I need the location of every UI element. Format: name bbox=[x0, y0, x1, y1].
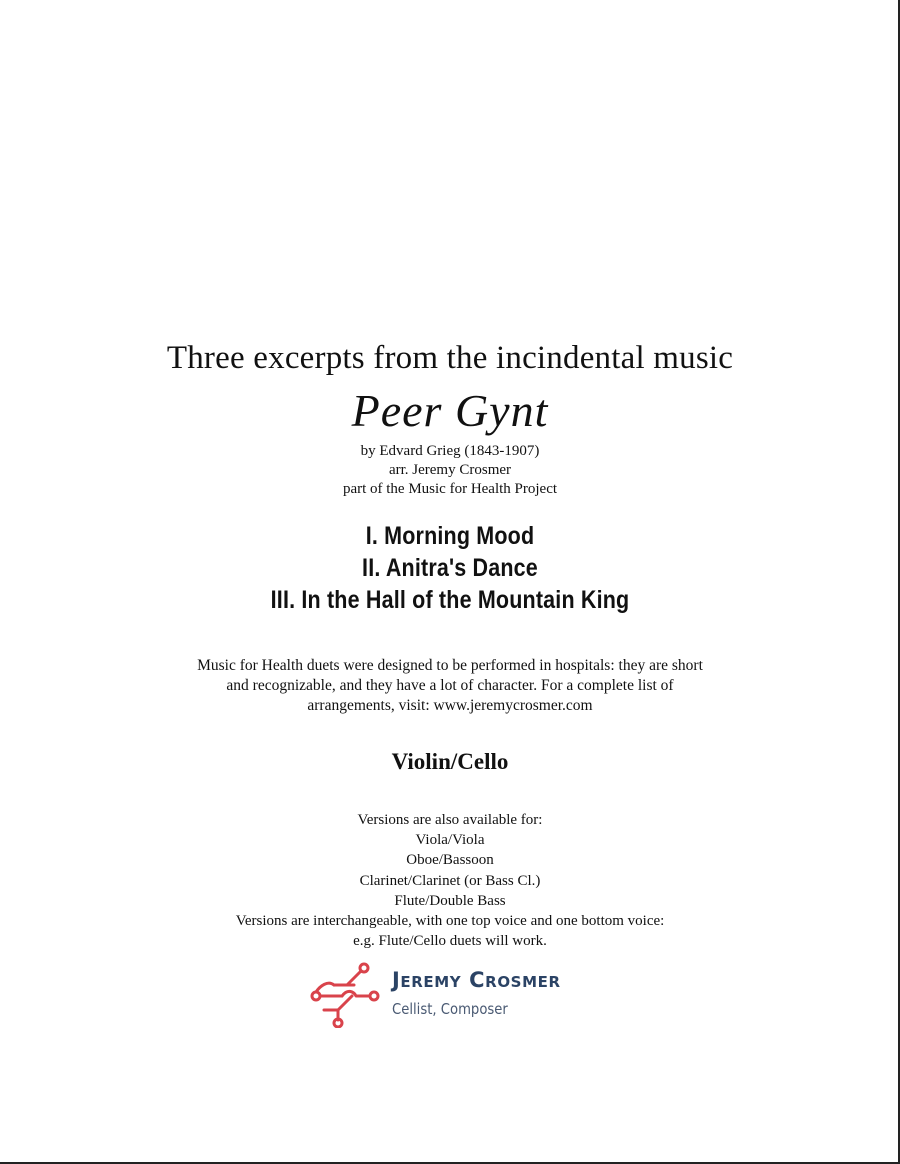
description-line: arrangements, visit: www.jeremycrosmer.com bbox=[307, 697, 593, 714]
versions-intro: Versions are also available for: bbox=[357, 812, 543, 828]
version-item: Viola/Viola bbox=[415, 832, 485, 849]
movement-list bbox=[63, 520, 837, 616]
description-line: and recognizable, and they have a lot of character. For a complete list of bbox=[226, 677, 674, 694]
subtitle: Three excerpts from the incindental music bbox=[166, 340, 734, 376]
project-credit: part of the Music for Health Project bbox=[342, 481, 558, 497]
movement-item: I. Morning Mood bbox=[365, 522, 535, 550]
version-item: Clarinet/Clarinet (or Bass Cl.) bbox=[359, 872, 541, 889]
versions-list bbox=[0, 810, 900, 951]
page-title: Peer Gynt bbox=[351, 385, 549, 436]
description-line: Music for Health duets were designed to be performed in hospitals: they are short bbox=[197, 657, 703, 674]
movement-item: III. In the Hall of the Mountain King bbox=[270, 586, 630, 614]
instrumentation-heading: Violin/Cello bbox=[391, 749, 509, 774]
versions-note: e.g. Flute/Cello duets will work. bbox=[353, 933, 547, 950]
credits bbox=[0, 442, 900, 499]
versions-note: Versions are interchangeable, with one top voice and one bottom voice: bbox=[235, 913, 665, 930]
composer-credit: by Edvard Grieg (1843-1907) bbox=[360, 443, 540, 459]
movement-item: II. Anitra's Dance bbox=[362, 554, 538, 582]
arranger-credit: arr. Jeremy Crosmer bbox=[388, 462, 512, 478]
circuit-music-icon bbox=[308, 962, 380, 1028]
description-paragraph bbox=[150, 656, 750, 716]
logo-name: Jeremy Crosmer bbox=[392, 968, 561, 992]
logo-tagline: Cellist, Composer bbox=[392, 1000, 508, 1018]
version-item: Flute/Double Bass bbox=[394, 892, 506, 909]
version-item: Oboe/Bassoon bbox=[406, 852, 494, 869]
composer-logo bbox=[308, 962, 598, 1028]
